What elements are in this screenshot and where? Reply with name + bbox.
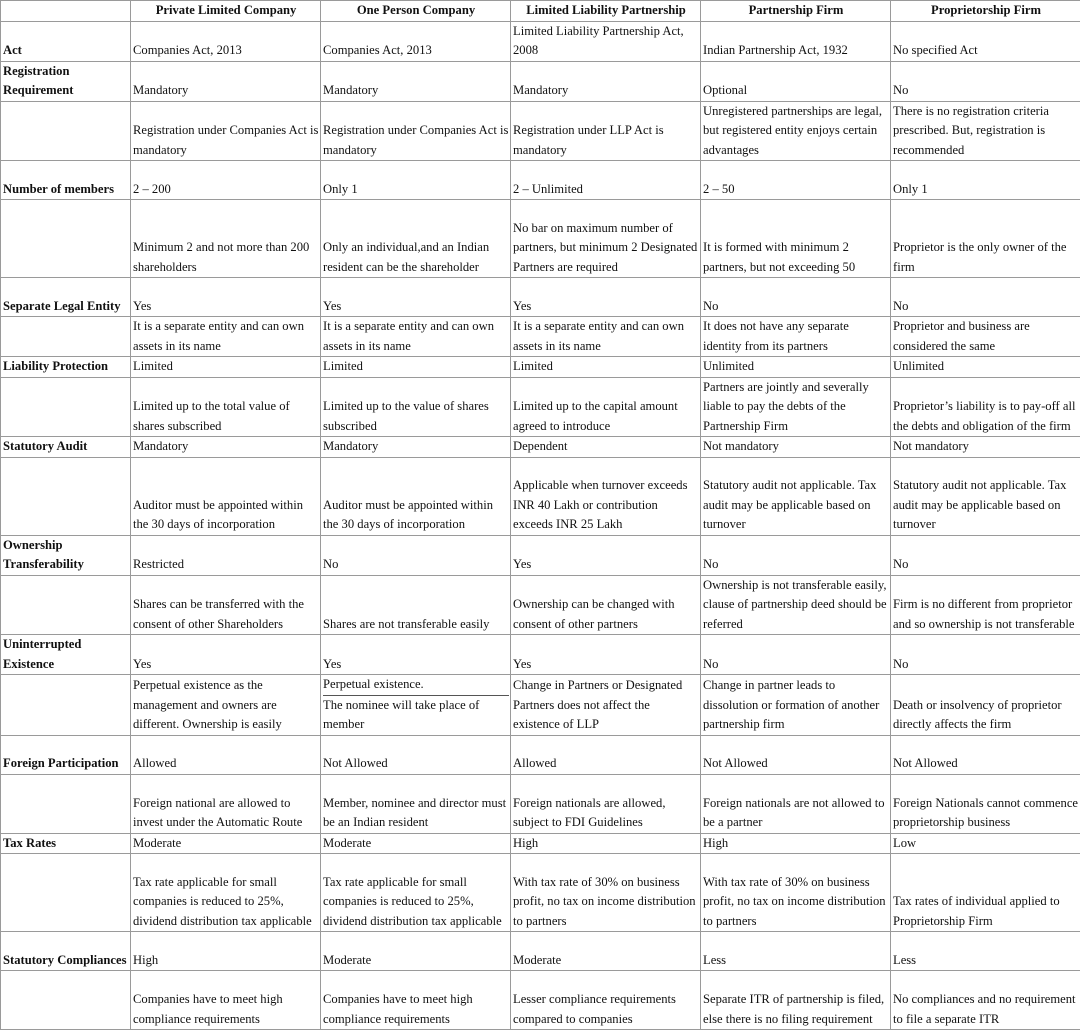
table-cell: Less (701, 932, 891, 971)
table-cell: Death or insolvency of proprietor directly affects the firm (891, 675, 1080, 736)
table-cell: Tax rate applicable for small companies is reduced to 25%, dividend distribution tax applicable (321, 854, 511, 932)
table-cell: Not mandatory (891, 437, 1080, 458)
table-cell: Auditor must be appointed within the 30 days of incorporation (131, 457, 321, 535)
table-cell: Limited up to the capital amount agreed to introduce (511, 377, 701, 437)
table-cell: Ownership is not transferable easily, clause of partnership deed should be referred (701, 575, 891, 635)
table-cell: Foreign nationals are not allowed to be a partner (701, 774, 891, 833)
row-label-cell (1, 200, 131, 278)
table-cell: No compliances and no requirement to file a separate ITR (891, 971, 1080, 1030)
table-body (1, 21, 1080, 1030)
table-row (1, 317, 1080, 357)
table-row (1, 437, 1080, 458)
table-row (1, 535, 1080, 575)
table-cell: Only 1 (321, 161, 511, 200)
row-label-cell (1, 457, 131, 535)
row-label-cell: Act (1, 21, 131, 61)
table-cell: Optional (701, 61, 891, 101)
table-cell: With tax rate of 30% on business profit, no tax on income distribution to partners (701, 854, 891, 932)
table-cell: Unlimited (701, 357, 891, 378)
table-row (1, 21, 1080, 61)
table-cell: Low (891, 833, 1080, 854)
table-cell: It does not have any separate identity from its partners (701, 317, 891, 357)
table-cell: Proprietor and business are considered the same (891, 317, 1080, 357)
table-row (1, 971, 1080, 1030)
row-label-cell: Foreign Participation (1, 735, 131, 774)
table-cell: Dependent (511, 437, 701, 458)
row-label-cell: Liability Protection (1, 357, 131, 378)
table-cell: Mandatory (511, 61, 701, 101)
table-cell: Less (891, 932, 1080, 971)
table-cell: Allowed (131, 735, 321, 774)
table-cell: It is formed with minimum 2 partners, but not exceeding 50 (701, 200, 891, 278)
table-cell: Mandatory (321, 437, 511, 458)
table-cell: Change in Partners or Designated Partners does not affect the existence of LLP (511, 675, 701, 736)
table-cell: Not Allowed (701, 735, 891, 774)
table-cell: It is a separate entity and can own assets in its name (131, 317, 321, 357)
row-label-cell: Statutory Audit (1, 437, 131, 458)
table-cell: Indian Partnership Act, 1932 (701, 21, 891, 61)
table-cell: No (891, 635, 1080, 675)
table-cell: Moderate (131, 833, 321, 854)
table-cell: 2 – 50 (701, 161, 891, 200)
table-row (1, 675, 1080, 736)
cell-line: Perpetual existence. (323, 675, 509, 695)
table-row (1, 635, 1080, 675)
table-cell: Statutory audit not applicable. Tax audit may be applicable based on turnover (701, 457, 891, 535)
table-cell: No bar on maximum number of partners, but minimum 2 Designated Partners are required (511, 200, 701, 278)
table-cell: Statutory audit not applicable. Tax audit may be applicable based on turnover (891, 457, 1080, 535)
table-cell: Restricted (131, 535, 321, 575)
table-cell: Not mandatory (701, 437, 891, 458)
row-label-cell (1, 854, 131, 932)
table-cell: Shares can be transferred with the consent of other Shareholders (131, 575, 321, 635)
header-cell-private-limited-company: Private Limited Company (131, 1, 321, 22)
table-cell: Yes (131, 635, 321, 675)
table-cell: Moderate (321, 932, 511, 971)
table-row (1, 932, 1080, 971)
table-cell: Perpetual existence as the management and owners are different. Ownership is easily (131, 675, 321, 736)
table-cell: Mandatory (131, 61, 321, 101)
table-row (1, 161, 1080, 200)
header-row (1, 1, 1080, 22)
table-cell: Lesser compliance requirements compared to companies (511, 971, 701, 1030)
table-cell: Auditor must be appointed within the 30 days of incorporation (321, 457, 511, 535)
table-row (1, 101, 1080, 161)
table-cell: Tax rates of individual applied to Proprietorship Firm (891, 854, 1080, 932)
table-cell: Shares are not transferable easily (321, 575, 511, 635)
table-row (1, 575, 1080, 635)
table-cell: Companies Act, 2013 (131, 21, 321, 61)
row-label-cell (1, 101, 131, 161)
table-cell: Only 1 (891, 161, 1080, 200)
table-cell: Change in partner leads to dissolution or formation of another partnership firm (701, 675, 891, 736)
header-cell-corner (1, 1, 131, 22)
table-cell: No (321, 535, 511, 575)
table-cell: Applicable when turnover exceeds INR 40 Lakh or contribution exceeds INR 25 Lakh (511, 457, 701, 535)
table-row (1, 377, 1080, 437)
table-row (1, 278, 1080, 317)
table-cell: It is a separate entity and can own assets in its name (321, 317, 511, 357)
table-row (1, 357, 1080, 378)
cell-line: The nominee will take place of member (323, 695, 509, 735)
table-cell: Moderate (511, 932, 701, 971)
table-cell: High (701, 833, 891, 854)
table-row (1, 735, 1080, 774)
row-label-cell (1, 575, 131, 635)
table-cell: Partners are jointly and severally liable to pay the debts of the Partnership Firm (701, 377, 891, 437)
table-cell: Yes (511, 535, 701, 575)
table-cell: No specified Act (891, 21, 1080, 61)
table-row (1, 854, 1080, 932)
row-label-cell (1, 774, 131, 833)
header-cell-proprietorship-firm: Proprietorship Firm (891, 1, 1080, 22)
table-cell: No (701, 278, 891, 317)
row-label-cell: Registration Requirement (1, 61, 131, 101)
table-cell: Not Allowed (891, 735, 1080, 774)
table-cell: 2 – 200 (131, 161, 321, 200)
header-cell-one-person-company: One Person Company (321, 1, 511, 22)
table-cell: Moderate (321, 833, 511, 854)
row-label-cell (1, 971, 131, 1030)
table-cell: Not Allowed (321, 735, 511, 774)
table-row (1, 833, 1080, 854)
table-cell: Minimum 2 and not more than 200 shareholders (131, 200, 321, 278)
table-row (1, 61, 1080, 101)
table-cell: Tax rate applicable for small companies is reduced to 25%, dividend distribution tax applicable (131, 854, 321, 932)
row-label-cell: Ownership Transferability (1, 535, 131, 575)
row-label-cell: Separate Legal Entity (1, 278, 131, 317)
table-cell: It is a separate entity and can own assets in its name (511, 317, 701, 357)
table-cell: Limited up to the total value of shares subscribed (131, 377, 321, 437)
table-cell: Unlimited (891, 357, 1080, 378)
table-cell: Proprietor’s liability is to pay-off all the debts and obligation of the firm (891, 377, 1080, 437)
header-cell-limited-liability-partnership: Limited Liability Partnership (511, 1, 701, 22)
table-cell: Limited (511, 357, 701, 378)
table-cell: Yes (321, 278, 511, 317)
table-cell: Only an individual,and an Indian resident can be the shareholder (321, 200, 511, 278)
table-cell: 2 – Unlimited (511, 161, 701, 200)
table-cell: Companies Act, 2013 (321, 21, 511, 61)
table-cell: With tax rate of 30% on business profit, no tax on income distribution to partners (511, 854, 701, 932)
table-cell: No (891, 535, 1080, 575)
table-cell: Registration under Companies Act is mandatory (321, 101, 511, 161)
table-cell: Limited (131, 357, 321, 378)
row-label-cell: Uninterrupted Existence (1, 635, 131, 675)
table-cell: There is no registration criteria prescribed. But, registration is recommended (891, 101, 1080, 161)
table-cell: No (701, 635, 891, 675)
table-cell: No (891, 278, 1080, 317)
table-row (1, 457, 1080, 535)
table-cell: High (131, 932, 321, 971)
table-row (1, 774, 1080, 833)
table-cell: Limited (321, 357, 511, 378)
table-row (1, 200, 1080, 278)
row-label-cell (1, 317, 131, 357)
table-cell: Foreign nationals are allowed, subject to FDI Guidelines (511, 774, 701, 833)
table-cell: Registration under Companies Act is mandatory (131, 101, 321, 161)
table-cell: Companies have to meet high compliance requirements (131, 971, 321, 1030)
table-cell: Firm is no different from proprietor and so ownership is not transferable (891, 575, 1080, 635)
table-cell: Member, nominee and director must be an Indian resident (321, 774, 511, 833)
table-cell: Limited Liability Partnership Act, 2008 (511, 21, 701, 61)
table-cell: Yes (511, 635, 701, 675)
row-label-cell: Statutory Compliances (1, 932, 131, 971)
table-cell: Foreign national are allowed to invest under the Automatic Route (131, 774, 321, 833)
table-cell: High (511, 833, 701, 854)
table-cell (321, 675, 511, 736)
table-cell: Foreign Nationals cannot commence proprietorship business (891, 774, 1080, 833)
table-cell: Registration under LLP Act is mandatory (511, 101, 701, 161)
header-cell-partnership-firm: Partnership Firm (701, 1, 891, 22)
table-cell: Yes (511, 278, 701, 317)
row-label-cell: Number of members (1, 161, 131, 200)
table-cell: Separate ITR of partnership is filed, else there is no filing requirement (701, 971, 891, 1030)
table-cell: Companies have to meet high compliance requirements (321, 971, 511, 1030)
table-cell: Yes (321, 635, 511, 675)
row-label-cell (1, 675, 131, 736)
table-cell: Yes (131, 278, 321, 317)
table-cell: Unregistered partnerships are legal, but registered entity enjoys certain advantages (701, 101, 891, 161)
table-cell: Mandatory (321, 61, 511, 101)
table-cell: Ownership can be changed with consent of other partners (511, 575, 701, 635)
table-cell: Allowed (511, 735, 701, 774)
table-cell: Mandatory (131, 437, 321, 458)
table-cell: Proprietor is the only owner of the firm (891, 200, 1080, 278)
table-cell: No (891, 61, 1080, 101)
table-cell: Limited up to the value of shares subscribed (321, 377, 511, 437)
table-cell: No (701, 535, 891, 575)
row-label-cell: Tax Rates (1, 833, 131, 854)
row-label-cell (1, 377, 131, 437)
